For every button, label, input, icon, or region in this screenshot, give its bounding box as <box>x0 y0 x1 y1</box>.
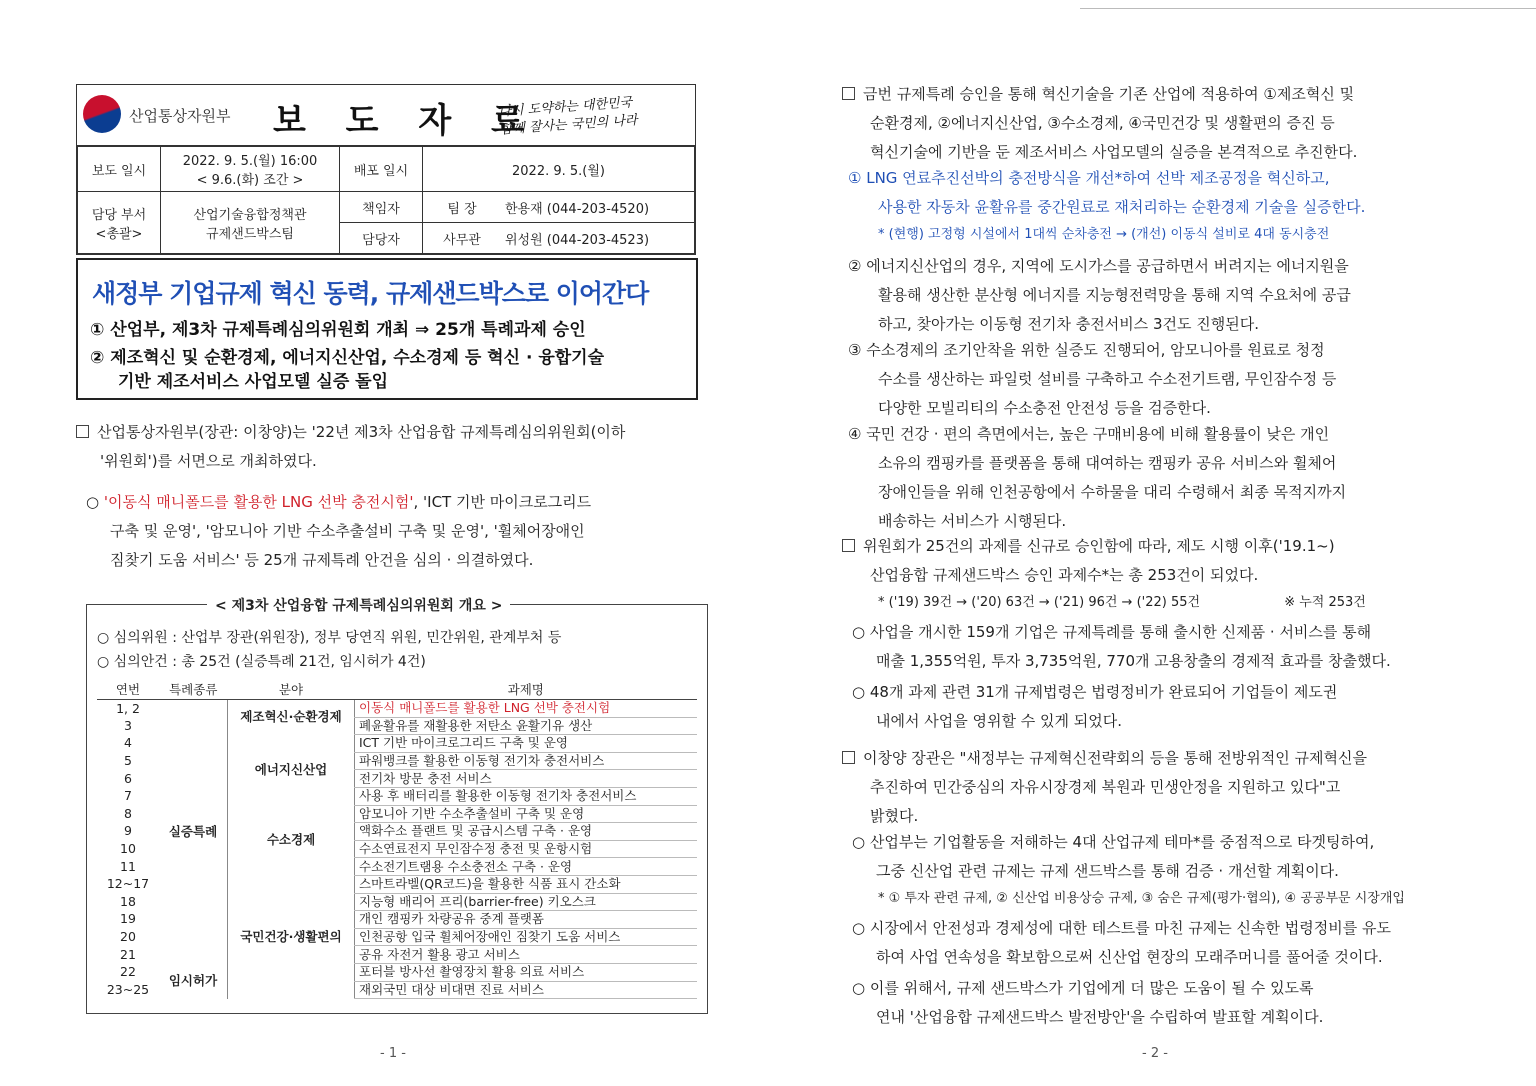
distribution-value: 2022. 9. 5.(월) <box>423 147 695 192</box>
section-1 <box>842 80 1522 167</box>
dept-label-sub: <총괄> <box>95 226 143 242</box>
c4-line-2: 소유의 캠핑카를 플랫폼을 통해 대여하는 캠핑카 공유 서비스와 휠체어 <box>878 454 1337 472</box>
b2-line-1: ○ 48개 과제 관련 31개 규제법령은 법령정비가 완료되어 기업들이 제도권 <box>852 683 1338 701</box>
table-row-name: 액화수소 플랜트 및 공급시스템 구축 · 운영 <box>355 823 698 841</box>
section-3 <box>842 744 1522 831</box>
table-row-name: 사용 후 배터리를 활용한 이동형 전기차 충전서비스 <box>355 787 698 805</box>
table-row-no: 4 <box>124 735 132 751</box>
contact-role: 사무관 <box>423 223 502 254</box>
release-time-line1: 2022. 9. 5.(월) 16:00 <box>182 154 318 169</box>
dept-label <box>78 192 161 254</box>
b5-line-1: ○ 이를 위해서, 규제 샌드박스가 기업에게 더 많은 도움이 될 수 있도록 <box>852 979 1314 997</box>
c1-note: * (현행) 고정형 시설에서 1대씩 순차충전 → (개선) 이동식 설비로 4대 동시충전 <box>878 227 1330 242</box>
checkbox-square-icon <box>76 425 89 438</box>
c3-line-2: 수소를 생산하는 파일럿 설비를 구축하고 수소전기트램, 무인잠수정 등 <box>878 370 1337 388</box>
dept-line1: 산업기술융합정책관 <box>193 207 307 223</box>
table-row-name: 공유 자전거 활용 광고 서비스 <box>355 946 698 964</box>
manager-name: 한용재 (044-203-4520) <box>501 192 695 223</box>
table-row-no: 1, 2 <box>116 700 140 716</box>
manager-role: 팀 장 <box>423 192 502 223</box>
field-health: 국민건강·생활편의 <box>228 875 355 998</box>
field-manufacturing: 제조혁신·순환경제 <box>228 700 355 735</box>
b3-note: * ① 투자 관련 규제, ② 신산업 비용상승 규제, ③ 숨은 규제(평가·협의), ④ 공공부문 시장개입 <box>878 891 1405 906</box>
release-info-table <box>77 146 695 254</box>
col-field: 분야 <box>228 679 355 700</box>
intro-paragraph <box>76 418 736 476</box>
table-row-name: 개인 캠핑카 차량공유 중계 플랫폼 <box>355 911 698 929</box>
overview-box <box>86 598 708 1014</box>
table-row-name: 암모니아 기반 수소추출설비 구축 및 운영 <box>355 805 698 823</box>
table-row-no: 20 <box>120 929 136 945</box>
press-release-header <box>76 84 696 255</box>
col-name: 과제명 <box>355 679 698 700</box>
c2-line-1: ② 에너지신산업의 경우, 지역에 도시가스를 공급하면서 버려지는 에너지원을 <box>848 257 1349 275</box>
table-row-name: 지능형 배리어 프리(barrier-free) 키오스크 <box>355 893 698 911</box>
table-row-name: 폐윤활유를 재활용한 저탄소 윤활기유 생산 <box>355 717 698 735</box>
agenda-highlight: '이동식 매니폴드를 활용한 LNG 선박 충전시험' <box>103 493 414 511</box>
table-row-name: 이동식 매니폴드를 활용한 LNG 선박 충전시험 <box>355 700 698 718</box>
b5-line-2: 연내 '산업융합 규제샌드박스 발전방안'을 수립하여 발표할 계획이다. <box>876 1008 1324 1026</box>
c1-line-1: ① LNG 연료추진선박의 충전방식을 개선*하여 선박 제조공정을 혁신하고, <box>848 169 1330 187</box>
headline-sub-2a: ② 제조혁신 및 순환경제, 에너지신산업, 수소경제 등 혁신 · 융합기술 <box>90 348 605 368</box>
release-time-label: 보도 일시 <box>78 147 161 192</box>
b3-line-1: ○ 산업부는 기업활동을 저해하는 4대 산업규제 테마*를 중점적으로 타겟팅하여, <box>852 833 1375 851</box>
overview-members: ○ 심의위원 : 산업부 장관(위원장), 정부 당연직 위원, 민간위원, 관계부처 등 <box>97 630 562 646</box>
header-banner <box>77 85 695 146</box>
s2-line-2: 산업융합 규제샌드박스 승인 과제수*는 총 253건이 되었다. <box>870 566 1259 584</box>
intro-line-1: 산업통상자원부(장관: 이창양)는 '22년 제3차 산업융합 규제특례심의위원회(이하 <box>97 423 626 441</box>
s3-line-3: 밝혔다. <box>870 807 919 825</box>
s1-line-1: 금번 규제특례 승인을 통해 혁신기술을 기존 산업에 적용하여 ①제조혁신 및 <box>863 85 1355 103</box>
table-row-no: 22 <box>120 964 136 980</box>
b4-line-2: 하여 사업 연속성을 확보함으로써 신산업 현장의 모래주머니를 풀어줄 것이다. <box>876 948 1383 966</box>
page-2 <box>768 0 1536 1086</box>
c2-line-3: 하고, 찾아가는 이동형 전기차 충전서비스 3건도 진행된다. <box>878 315 1259 333</box>
bullet-3 <box>852 828 1532 912</box>
s3-line-1: 이창양 장관은 "새정부는 규제혁신전략회의 등을 통해 전방위적인 규제혁신을 <box>863 749 1367 767</box>
headline-title: 새정부 기업규제 혁신 동력, 규제샌드박스로 이어간다 <box>92 279 649 308</box>
type-demo: 실증특례 <box>168 823 218 839</box>
table-row-name: 파워뱅크를 활용한 이동형 전기차 충전서비스 <box>355 752 698 770</box>
b1-line-1: ○ 사업을 개시한 159개 기업은 규제특례를 통해 출시한 신제품 · 서비스를 통해 <box>852 623 1372 641</box>
c1-line-2: 사용한 자동차 윤활유를 중간원료로 재처리하는 순환경제 기술을 실증한다. <box>878 198 1366 216</box>
dept-label-text: 담당 부서 <box>91 207 147 223</box>
checkbox-square-icon <box>842 539 855 552</box>
table-row-no: 19 <box>120 911 136 927</box>
contact-name: 위성원 (044-203-4523) <box>501 223 695 254</box>
col-no: 연번 <box>97 679 159 700</box>
agenda-line-3: 짐찾기 도움 서비스' 등 25개 규제특례 안건을 심의 · 의결하였다. <box>110 551 534 569</box>
taegeuk-logo-icon <box>83 95 121 133</box>
headline-sub-2b: 기반 제조서비스 사업모델 실증 돌입 <box>118 372 389 392</box>
distribution-label: 배포 일시 <box>340 147 423 192</box>
c4-line-3: 장애인들을 위해 인천공항에서 수하물을 대리 수령해서 최종 목적지까지 <box>878 483 1347 501</box>
agenda-bullet: ○ '이동식 매니폴드를 활용한 LNG 선박 충전시험', 'ICT 기반 마이크로그리드 구축 및 운영', '암모니아 기반 수소추출설비 구축 및 운영', '휠체어장애인 짐찾기 도움 서비스' 등 25개 규제특례 안건을 심의 · 의결하였다. <box>86 488 736 575</box>
dept-line2: 규제샌드박스팀 <box>206 226 294 242</box>
section-2 <box>842 532 1522 616</box>
headline-sub-1: ① 산업부, 제3차 규제특례심의위원회 개최 ⇒ 25개 특례과제 승인 <box>90 320 586 340</box>
c4-line-1: ④ 국민 건강 · 편의 측면에서는, 높은 구매비용에 비해 활용률이 낮은 개인 <box>848 425 1330 443</box>
page-number-1: - 1 - <box>380 1046 406 1061</box>
col-type: 특례종류 <box>159 679 228 700</box>
type-temp: 임시허가 <box>168 973 218 988</box>
table-row-name: 포터블 방사선 촬영장치 활용 의료 서비스 <box>355 963 698 981</box>
dept-value <box>161 192 340 254</box>
b2-line-2: 내에서 사업을 영위할 수 있게 되었다. <box>876 712 1122 730</box>
intro-line-2: '위원회')를 서면으로 개최하였다. <box>100 452 317 470</box>
b1-line-2: 매출 1,355억원, 투자 3,735억원, 770개 고용창출의 경제적 효과를 창출했다. <box>876 652 1391 670</box>
b3-line-2: 그중 신산업 관련 규제는 규제 샌드박스를 통해 검증 · 개선할 계획이다. <box>876 862 1339 880</box>
ministry-name: 산업통상자원부 <box>129 107 231 125</box>
document-title: 보 도 자 료 <box>273 101 538 141</box>
bullet-4 <box>852 914 1532 972</box>
checkbox-square-icon <box>842 87 855 100</box>
overview-table <box>97 679 697 999</box>
table-row-name: 인천공항 입국 휠체어장애인 짐찾기 도움 서비스 <box>355 928 698 946</box>
contact-label: 담당자 <box>340 223 423 254</box>
field-hydrogen: 수소경제 <box>228 805 355 875</box>
agenda-line-2: 구축 및 운영', '암모니아 기반 수소추출설비 구축 및 운영', '휠체어장애인 <box>110 522 585 540</box>
table-row-no: 8 <box>124 805 132 821</box>
c4-line-4: 배송하는 서비스가 시행된다. <box>878 512 1067 530</box>
table-row-no: 21 <box>120 946 136 962</box>
agenda-line-1: , 'ICT 기반 마이크로그리드 <box>413 493 592 511</box>
table-row-name: 수소전기트램용 수소충전소 구축 · 운영 <box>355 858 698 876</box>
overview-agenda: ○ 심의안건 : 총 25건 (실증특례 21건, 임시허가 4건) <box>97 654 426 670</box>
table-row-name: 수소연료전지 무인잠수정 충전 및 운항시험 <box>355 840 698 858</box>
bullet-2 <box>852 678 1532 736</box>
item-4 <box>848 420 1528 536</box>
table-row-no: 18 <box>120 893 136 909</box>
table-row-no: 6 <box>124 770 132 786</box>
c3-line-1: ③ 수소경제의 조기안착을 위한 실증도 진행되어, 암모니아를 원료로 청정 <box>848 341 1325 359</box>
headline-box <box>76 258 698 400</box>
bullet-5 <box>852 974 1532 1032</box>
item-2 <box>848 252 1528 339</box>
s3-line-2: 추진하여 민간중심의 자유시장경제 복원과 민생안정을 지원하고 있다"고 <box>870 778 1341 796</box>
table-row-no: 23~25 <box>106 981 150 997</box>
table-row-name: 스마트라벨(QR코드)을 활용한 식품 표시 간소화 <box>355 875 698 893</box>
slogan-line-1: 다시 도약하는 대한민국 <box>498 95 633 120</box>
s1-line-3: 혁신기술에 기반을 둔 제조서비스 사업모델의 실증을 본격적으로 추진한다. <box>870 143 1358 161</box>
b4-line-1: ○ 시장에서 안전성과 경제성에 대한 테스트를 마친 규제는 신속한 법령정비를 유도 <box>852 919 1391 937</box>
page-number-2: - 2 - <box>1142 1046 1168 1061</box>
release-time-value <box>161 147 340 192</box>
table-row-no: 7 <box>124 788 132 804</box>
overview-title: < 제3차 산업융합 규제특례심의위원회 개요 > <box>207 595 510 615</box>
slogan-line-2: 함께 잘사는 국민의 나라 <box>499 112 638 138</box>
bullet-1 <box>852 618 1532 676</box>
table-row-no: 9 <box>124 823 132 839</box>
c3-line-3: 다양한 모빌리티의 수소충전 안전성 등을 검증한다. <box>878 399 1211 417</box>
table-row-name: ICT 기반 마이크로그리드 구축 및 운영 <box>355 735 698 753</box>
manager-label: 책임자 <box>340 192 423 223</box>
s1-line-2: 순환경제, ②에너지신산업, ③수소경제, ④국민건강 및 생활편의 증진 등 <box>870 114 1335 132</box>
item-3 <box>848 336 1528 423</box>
c2-line-2: 활용해 생산한 분산형 에너지를 지능형전력망을 통해 지역 수요처에 공급 <box>878 286 1351 304</box>
s2-note: * ('19) 39건 → ('20) 63건 → ('21) 96건 → ('22) 55건 <box>878 595 1201 610</box>
table-row-no: 12~17 <box>106 876 150 892</box>
table-row-no: 10 <box>120 841 136 857</box>
table-row-name: 재외국민 대상 비대면 진료 서비스 <box>355 981 698 999</box>
s2-note-total: ※ 누적 253건 <box>1284 595 1366 610</box>
table-row-no: 3 <box>124 717 132 733</box>
table-row-no: 5 <box>124 753 132 769</box>
release-time-line2: < 9.6.(화) 조간 > <box>196 173 304 188</box>
checkbox-square-icon <box>842 751 855 764</box>
field-energy: 에너지신산업 <box>228 735 355 805</box>
table-row-no: 11 <box>120 858 136 874</box>
item-1 <box>848 164 1528 248</box>
s2-line-1: 위원회가 25건의 과제를 신규로 승인함에 따라, 제도 시행 이후('19.1~) <box>863 537 1335 555</box>
table-row-name: 전기차 방문 충전 서비스 <box>355 770 698 788</box>
